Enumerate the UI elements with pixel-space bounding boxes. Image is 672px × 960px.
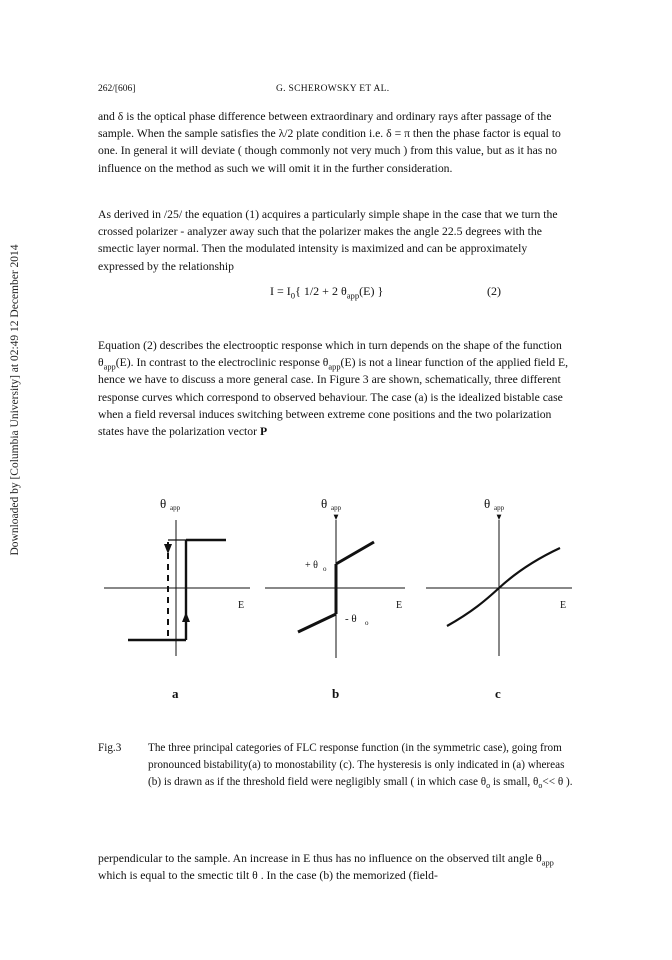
paragraph-3-sub1: app — [103, 361, 116, 372]
paragraph-1 — [98, 108, 576, 177]
panel-b-y-sub: app — [331, 504, 342, 512]
panel-b-upper-branch — [336, 542, 374, 564]
paragraph-3-s2: (E). In contrast to the electroclinic response θ — [115, 356, 329, 370]
panel-b-lower-annotation-sub: o — [365, 619, 369, 627]
caption-s2: is small, θ — [490, 776, 539, 788]
panel-a-y-label: θ — [160, 496, 167, 511]
panel-a-arrow-up-icon — [182, 612, 190, 622]
paragraph-3 — [98, 337, 576, 440]
panel-a-label: a — [172, 686, 179, 701]
download-watermark-text: Downloaded by [Columbia University] at 02:49 12 December 2014 — [9, 244, 21, 556]
paragraph-1-text: and δ is the optical phase difference between extraordinary and ordinary rays after passage of the sample. When the sample satisfies the λ/2 plate condition i.e. δ = π then the phase factor is equal to one. In general it will deviate ( though commonly not very much ) from this value, but as it has no influence on the method as such we will omit it in the further consideration. — [98, 110, 561, 175]
panel-c-response-curve — [447, 548, 560, 626]
polarization-vector-symbol: P — [259, 425, 268, 439]
panel-b — [265, 496, 405, 701]
panel-c-label: c — [495, 686, 501, 701]
equation-lhs-sub: 0 — [290, 290, 296, 301]
panel-a-y-sub: app — [170, 504, 181, 512]
equation-mid: { 1/2 + 2 θ — [295, 284, 347, 298]
panel-c-y-label: θ — [484, 496, 491, 511]
equation-rhs: (E) } — [359, 284, 384, 298]
paragraph-4-text — [98, 850, 576, 884]
running-head: G. SCHEROWSKY ET AL. — [276, 84, 390, 94]
paragraph-2 — [98, 206, 576, 275]
panel-c-x-label: E — [560, 600, 567, 611]
paragraph-4-s2: which is equal to the smectic tilt θ . In the case (b) the memorized (field- — [98, 869, 438, 883]
paragraph-4 — [98, 850, 576, 884]
download-watermark — [6, 120, 24, 680]
panel-c-y-sub: app — [494, 504, 505, 512]
panel-b-y-label: θ — [321, 496, 328, 511]
paragraph-3-s3: (E) is not a linear function of the applied field E, hence we have to discuss a more general case. In Figure 3 are shown, schematically, three different response curves which correspond to observed behaviour. The case (a) is the idealized bistable case when a field reversal induces switching between extreme cone positions and the two polarization states have the polarization vector — [98, 356, 569, 439]
panel-b-upper-annotation: + θ — [305, 560, 318, 571]
panel-b-lower-annotation: - θ — [345, 613, 357, 625]
panel-b-label: b — [332, 686, 340, 701]
panel-b-lower-branch — [298, 614, 336, 632]
panel-b-x-label: E — [396, 600, 403, 611]
paragraph-3-s1: Equation (2) describes the electrooptic response which in turn depends on the shape of the function θ — [98, 339, 562, 370]
figure-3-diagram — [100, 486, 580, 716]
equation-lhs: I = I — [270, 284, 291, 298]
caption-s3: << θ ). — [542, 776, 573, 788]
caption-label: Fig.3 — [98, 742, 122, 754]
paragraph-2-text: As derived in /25/ the equation (1) acquires a particularly simple shape in the case that we turn the crossed polarizer - analyzer away such that the polarizer makes the angle 22.5 degrees with the smectic layer normal. Then the modulated intensity is maximized and can be approximately expressed by the relationship — [98, 208, 558, 273]
panel-a-x-label: E — [238, 600, 245, 611]
paragraph-4-sub1: app — [541, 857, 554, 868]
paragraph-3-text — [98, 337, 576, 440]
page-number: 262/[606] — [98, 84, 136, 94]
panel-a-arrow-down-icon — [164, 544, 172, 554]
equation-number: (2) — [487, 284, 501, 298]
caption-sub1: o — [486, 781, 491, 791]
panel-b-upper-annotation-sub: o — [323, 565, 327, 573]
caption-text — [148, 740, 578, 791]
paragraph-3-sub2: app — [328, 361, 341, 372]
panel-c — [426, 496, 572, 701]
paragraph-4-s1: perpendicular to the sample. An increase in E thus has no influence on the observed tilt angle θ — [98, 852, 542, 865]
figure-3 — [100, 486, 580, 716]
caption-sub2: o — [538, 781, 543, 791]
caption-s1: The three principal categories of FLC response function (in the symmetric case), going from pronounced bistability(a) to monostability (c). The hysteresis is only indicated in (a) whereas (b) is drawn as if the threshold field were negligibly small ( in which case θ — [148, 742, 565, 788]
equation-2 — [270, 284, 383, 299]
equation-mid-sub: app — [346, 290, 360, 301]
panel-a — [104, 496, 250, 701]
